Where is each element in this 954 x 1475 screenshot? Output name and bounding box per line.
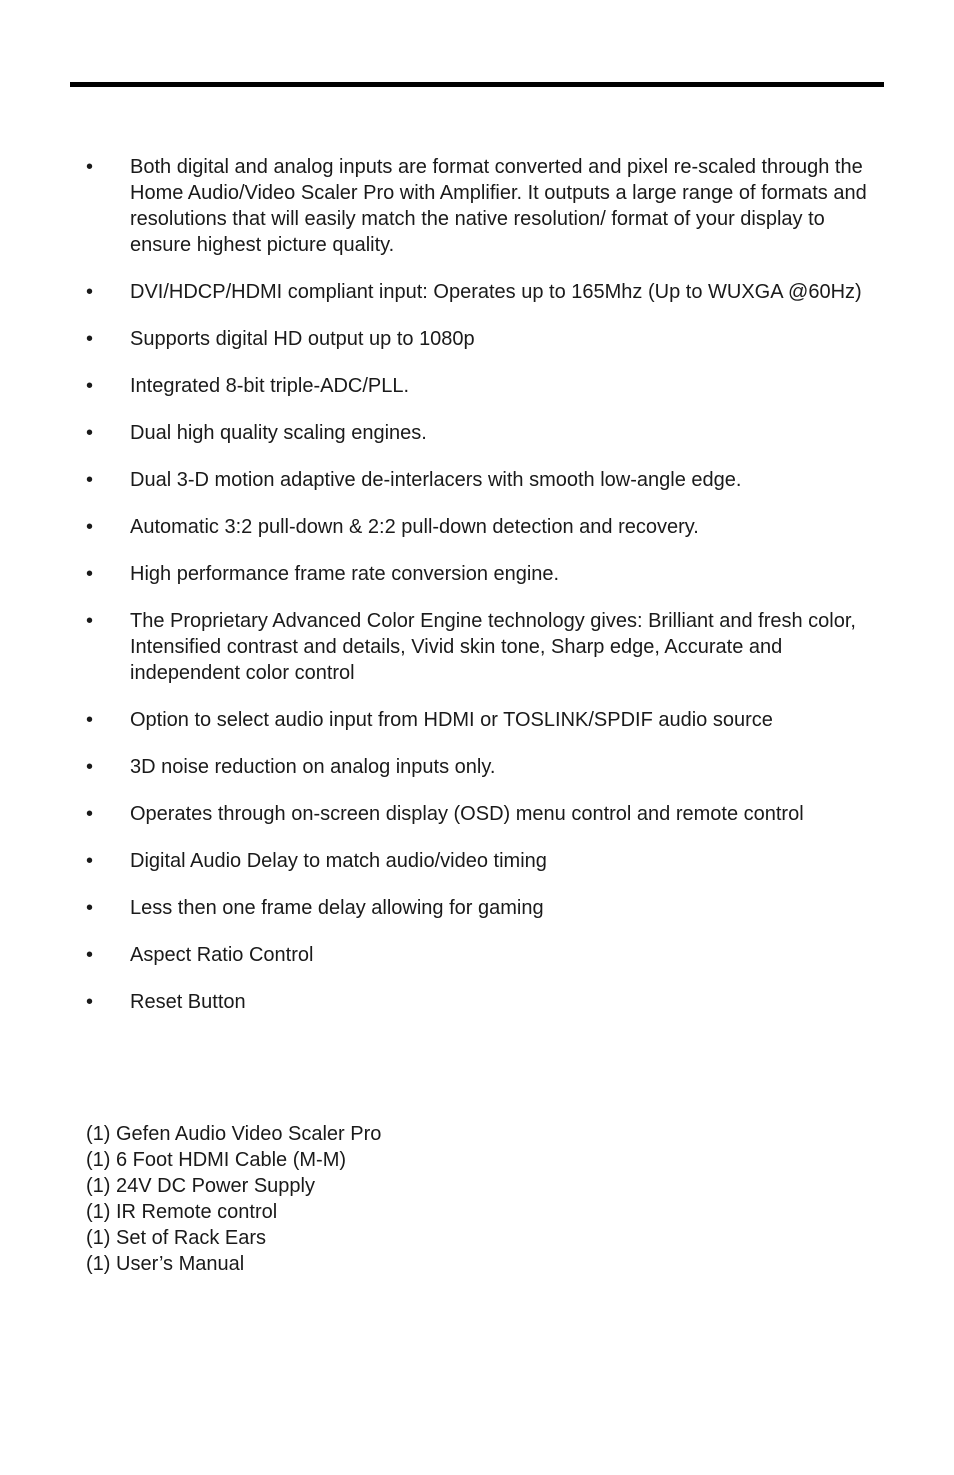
- bullet-icon: •: [86, 156, 94, 178]
- feature-text: Option to select audio input from HDMI or TOSLINK/SPDIF audio source: [130, 709, 773, 731]
- feature-text: Operates through on-screen display (OSD) menu control and remote control: [130, 803, 804, 825]
- bullet-icon: •: [86, 897, 94, 919]
- bullet-icon: •: [86, 281, 94, 303]
- feature-text: Aspect Ratio Control: [130, 944, 314, 966]
- feature-item: [0, 754, 954, 780]
- package-item: (1) 24V DC Power Supply: [86, 1175, 315, 1197]
- feature-text: 3D noise reduction on analog inputs only.: [130, 756, 496, 778]
- feature-text: Less then one frame delay allowing for gaming: [130, 897, 544, 919]
- bullet-icon: •: [86, 991, 94, 1013]
- bullet-icon: •: [86, 850, 94, 872]
- package-contents-list: [86, 1121, 381, 1277]
- bullet-icon: •: [86, 709, 94, 731]
- feature-item: [0, 514, 954, 540]
- bullet-icon: •: [86, 422, 94, 444]
- header-rule: [70, 82, 884, 87]
- feature-text: Reset Button: [130, 991, 246, 1013]
- feature-item: [0, 801, 954, 827]
- feature-text: High performance frame rate conversion engine.: [130, 563, 560, 585]
- package-item: (1) Gefen Audio Video Scaler Pro: [86, 1123, 382, 1145]
- feature-item: [0, 942, 954, 968]
- feature-item: [0, 561, 954, 587]
- feature-item: [0, 895, 954, 921]
- feature-item: [0, 326, 954, 352]
- package-item: (1) Set of Rack Ears: [86, 1227, 267, 1249]
- feature-item: [0, 373, 954, 399]
- feature-text: Dual high quality scaling engines.: [130, 422, 427, 444]
- feature-item: [0, 608, 954, 686]
- bullet-icon: •: [86, 563, 94, 585]
- features-list: [0, 154, 954, 1036]
- bullet-icon: •: [86, 375, 94, 397]
- feature-item: [0, 989, 954, 1015]
- bullet-icon: •: [86, 610, 94, 632]
- feature-item: [0, 707, 954, 733]
- feature-text: Integrated 8-bit triple-ADC/PLL.: [130, 375, 410, 397]
- feature-item: [0, 420, 954, 446]
- feature-item: [0, 848, 954, 874]
- feature-item: [0, 279, 954, 305]
- feature-text: Dual 3-D motion adaptive de-interlacers with smooth low-angle edge.: [130, 469, 742, 491]
- bullet-icon: •: [86, 756, 94, 778]
- feature-text: DVI/HDCP/HDMI compliant input: Operates up to 165Mhz (Up to WUXGA @60Hz): [130, 281, 862, 303]
- feature-text: Digital Audio Delay to match audio/video timing: [130, 850, 547, 872]
- bullet-icon: •: [86, 803, 94, 825]
- feature-item: [0, 467, 954, 493]
- feature-item: [0, 154, 954, 258]
- bullet-icon: •: [86, 328, 94, 350]
- feature-text: The Proprietary Advanced Color Engine technology gives: Brilliant and fresh color, Intensified contrast and details, Vivid skin tone, Sharp edge, Accurate and independent color control: [130, 610, 856, 684]
- package-item: (1) 6 Foot HDMI Cable (M-M): [86, 1149, 347, 1171]
- bullet-icon: •: [86, 516, 94, 538]
- feature-text: Both digital and analog inputs are format converted and pixel re-scaled through the Home Audio/Video Scaler Pro with Amplifier. It outputs a large range of formats and resolutions that will easily match the native resolution/ format of your display to ensure highest picture quality.: [130, 156, 867, 256]
- package-item: (1) User’s Manual: [86, 1253, 245, 1275]
- bullet-icon: •: [86, 944, 94, 966]
- feature-text: Supports digital HD output up to 1080p: [130, 328, 475, 350]
- feature-text: Automatic 3:2 pull-down & 2:2 pull-down detection and recovery.: [130, 516, 699, 538]
- package-item: (1) IR Remote control: [86, 1201, 278, 1223]
- bullet-icon: •: [86, 469, 94, 491]
